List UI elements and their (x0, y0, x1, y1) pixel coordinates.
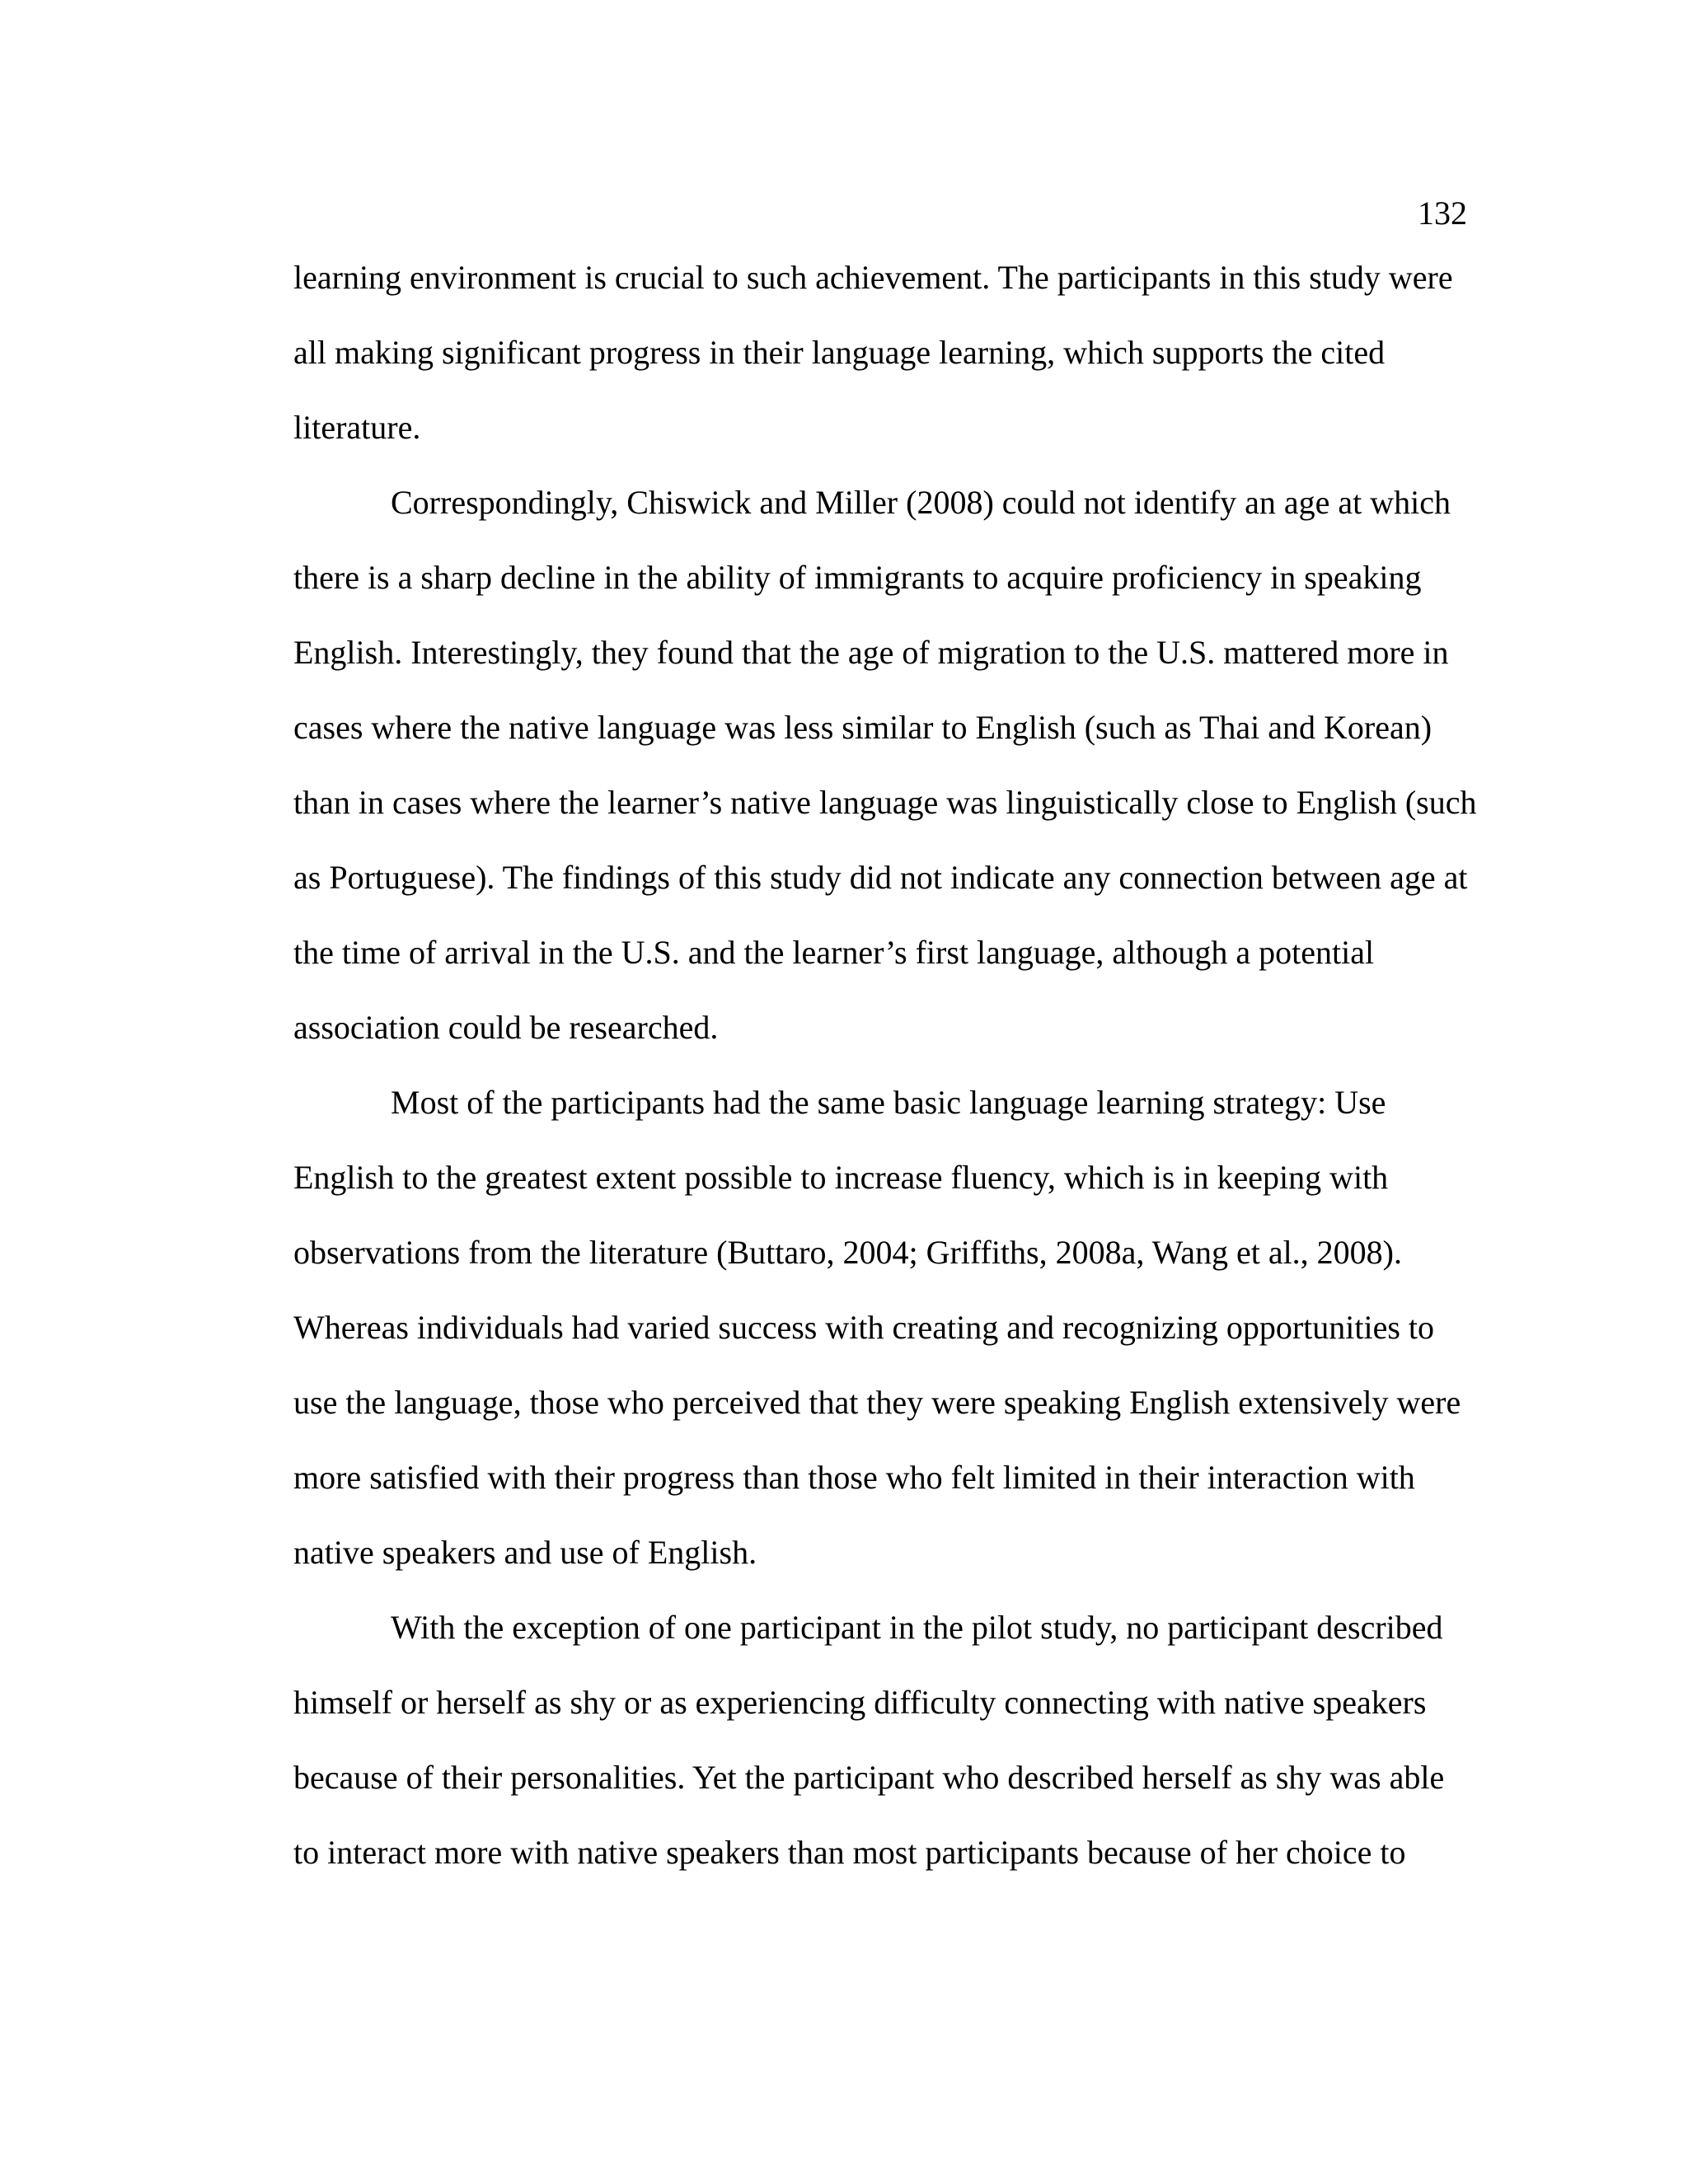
text-line: native speakers and use of English. (293, 1534, 757, 1571)
paragraph-3 (293, 1078, 1472, 1603)
text-line: English. Interestingly, they found that the age of migration to the U.S. mattered more in (293, 634, 1449, 671)
text-line: observations from the literature (Buttaro, 2004; Griffiths, 2008a, Wang et al., 2008). (293, 1234, 1402, 1271)
paragraph-2 (293, 478, 1477, 1078)
text-line: English to the greatest extent possible to increase fluency, which is in keeping with (293, 1159, 1389, 1196)
text-line: than in cases where the learner’s native language was linguistically close to English (such (293, 784, 1477, 821)
text-line: Whereas individuals had varied success with creating and recognizing opportunities to (293, 1309, 1435, 1346)
paragraph-4 (293, 1603, 1472, 1903)
text-line: Most of the participants had the same basic language learning strategy: Use (391, 1084, 1386, 1121)
body-text (293, 253, 1477, 1903)
text-line: there is a sharp decline in the ability of immigrants to acquire proficiency in speaking (293, 559, 1422, 596)
paragraph-1 (293, 253, 1472, 478)
text-line: use the language, those who perceived that they were speaking English extensively were (293, 1384, 1461, 1421)
text-line: association could be researched. (293, 1009, 719, 1046)
text-line: all making significant progress in their language learning, which supports the cited (293, 334, 1386, 371)
text-line: cases where the native language was less similar to English (such as Thai and Korean) (293, 709, 1432, 746)
page-number: 132 (1418, 194, 1467, 232)
text-line: Correspondingly, Chiswick and Miller (2008) could not identify an age at which (391, 484, 1451, 521)
text-line: more satisfied with their progress than those who felt limited in their interaction with (293, 1459, 1415, 1496)
text-line: the time of arrival in the U.S. and the learner’s first language, although a potential (293, 934, 1375, 971)
text-line: as Portuguese). The findings of this study did not indicate any connection between age at (293, 859, 1468, 896)
text-line: With the exception of one participant in the pilot study, no participant described (391, 1609, 1443, 1646)
text-line: to interact more with native speakers than most participants because of her choice to (293, 1834, 1406, 1871)
text-line: because of their personalities. Yet the participant who described herself as shy was able (293, 1759, 1445, 1796)
text-line: literature. (293, 409, 421, 446)
text-line: himself or herself as shy or as experiencing difficulty connecting with native speakers (293, 1684, 1427, 1721)
text-line: learning environment is crucial to such achievement. The participants in this study were (293, 259, 1453, 296)
